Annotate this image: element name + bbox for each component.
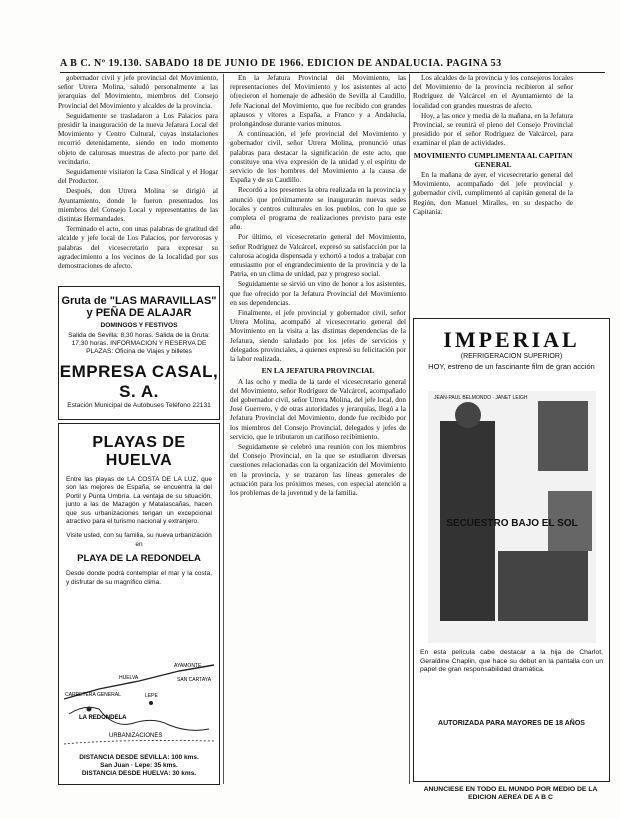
ad-place: PLAYA DE LA REDONDELA bbox=[77, 553, 201, 565]
map-label: SAN CARTAYA bbox=[177, 677, 212, 683]
distances bbox=[59, 754, 219, 778]
map-label: LA REDONDELA bbox=[79, 715, 127, 721]
paragraph: Hoy, a las once y media de la mañana, en la Jefatura Provincial, se reunirá el pleno del Consejo Provincial presidido por el señor Rodríguez de Valcárcel, para examinar el plan de actividades. bbox=[413, 111, 573, 148]
article-column-right bbox=[413, 74, 573, 314]
figure-head bbox=[455, 402, 481, 428]
map-label: CARRETERA GENERAL bbox=[65, 692, 121, 698]
paragraph: En la mañana de ayer, el vicesecretario general del Movimiento, acompañado del jefe provincial y gobernador civil, cumplimentó al capitán general de la Región, don Manuel Miralles, en su despacho de Capitanía. bbox=[413, 171, 573, 216]
map-label: AYAMONTE bbox=[174, 663, 202, 669]
paragraph: Seguidamente se sirvió un vino de honor a los asistentes, que fue ofrecido por la Jefatura Provincial del Movimiento en sus dependencias. bbox=[230, 280, 406, 307]
column-rule bbox=[409, 74, 410, 784]
section-subhead: MOVIMIENTO CUMPLIMENTA AL CAPITAN GENERAL bbox=[413, 150, 573, 169]
ad-subtitle: DOMINGOS Y FESTIVOS bbox=[100, 322, 178, 329]
section-subhead: EN LA JEFATURA PROVINCIAL bbox=[261, 366, 375, 376]
location-map bbox=[59, 659, 219, 749]
paragraph: Después, don Utrera Molina se dirigió al Ayuntamiento, donde le fueron presentados los miembros del Consejo Local y representantes de las distintas Hermandades. bbox=[58, 187, 218, 224]
ad-title: PLAYAS DE HUELVA bbox=[92, 434, 186, 469]
page-header: A B C. Nº 19.130. SABADO 18 DE JUNIO DE 1966. EDICION DE ANDALUCIA. PAGINA 53 bbox=[60, 58, 605, 73]
ad-grotto-tour bbox=[58, 286, 220, 420]
paragraph: Recordó a los presentes la obra realizada en la provincia y anunció que próximamente se inaugurarán nuevas sedes locales y centros culturales en los pueblos, con lo que se completa el programa de realizaciones previsto para este año. bbox=[230, 186, 406, 232]
paragraph: Por último, el vicesecretario general del Movimiento, señor Rodríguez de Valcárcel, expresó su satisfacción por la calurosa acogida dispensada y exhortó a todos a trabajar con entusiasmo por el engrandecimiento de la provincia y de la Patria, en un clima de unidad, paz y progreso social. bbox=[230, 233, 406, 279]
poster-title: SECUESTRO BAJO EL SOL bbox=[446, 518, 578, 529]
distance-line: DISTANCIA DESDE HUELVA: 30 kms. bbox=[81, 770, 197, 777]
column-rule bbox=[223, 74, 224, 784]
cinema-subtitle: (REFRIGERACION SUPERIOR) bbox=[460, 353, 563, 360]
cinema-name: IMPERIAL bbox=[443, 327, 580, 352]
action-scene bbox=[498, 551, 588, 621]
portrait-woman bbox=[538, 401, 588, 471]
ad-info: Salida de Sevilla: 8,30 horas. Salida de la Gruta: 17,30 horas. INFORMACION Y RESERVA DE PLAZAS: Oficina de Viajes y billetes bbox=[68, 332, 210, 355]
paragraph: Terminado el acto, con unas palabras de gratitud del alcalde y jefe local de Los Palacios, por fervorosas y palabras del vicesecretario para expresar su agradecimiento a los vecinos de la localidad por sus demostraciones de afecto. bbox=[58, 225, 218, 271]
map-label: URBANIZACIONES bbox=[109, 733, 163, 739]
article-column-center bbox=[230, 74, 406, 809]
map-label: LEPE bbox=[145, 693, 158, 699]
map-label: HUELVA bbox=[119, 675, 139, 681]
ad-huelva-beaches bbox=[58, 423, 220, 785]
ad-title: Gruta de "LAS MARAVILLAS" y PEÑA DE ALAJAR bbox=[61, 295, 217, 319]
ad-tail: Desde donde podrá contemplar el mar y la costa, y disfrutar de su magnífico clima. bbox=[66, 570, 212, 586]
town-marker bbox=[149, 701, 153, 705]
ad-station: Estación Municipal de Autobuses Teléfono 22131 bbox=[67, 402, 211, 409]
ad-imperial-cinema bbox=[413, 318, 610, 782]
distance-line: San Juan · Lepe: 35 kms. bbox=[100, 762, 178, 769]
footer-notice: ANUNCIESE EN TODO EL MUNDO POR MEDIO DE LA EDICION AEREA DE A B C bbox=[423, 786, 598, 801]
article-column-left bbox=[58, 74, 218, 279]
sea-line bbox=[64, 740, 214, 744]
paragraph: A continuación, el jefe provincial del Movimiento y gobernador civil, señor Utrera Molina, pronunció unas palabras para destacar la significación de este acto, que constituye una viva expresión de la unidad y el espíritu de servicio de los hombres del Movimiento a la causa de España y de su Caudillo. bbox=[230, 130, 406, 185]
paragraph: gobernador civil y jefe provincial del Movimiento, señor Utrera Molina, saludó personalmente a las jerarquías del Movimiento, miembros del Consejo Provincial del Movimiento y alcaldes de la provincia. bbox=[58, 74, 218, 110]
paragraph: Finalmente, el jefe provincial y gobernador civil, señor Utrera Molina, acompañó al vicesecretario general del Movimiento en la visita a las distintas dependencias de la Jefatura, siendo saludado por los jefes de servicios y delegados provinciales, a quienes expresó su felicitación por la labor realizada. bbox=[230, 309, 406, 364]
film-poster bbox=[428, 391, 596, 643]
ad-text: Entre las playas de LA COSTA DE LA LUZ, que son las mejores de España, se encuentra la del Portil y Punta Umbría. La ventaja de su situación, junto a las de Mazagón y Matalascañas, hacen que sus urbanizaciones tengan un excepcional atractivo para el turismo nacional y extranjero. bbox=[66, 476, 212, 526]
film-note: En esta película cabe destacar a la hija de Charlot, Geraldine Chaplin, que hace su debut en la pantalla con un papel de gran responsabilidad dramática. bbox=[420, 649, 603, 673]
distance-line: DISTANCIA DESDE SEVILLA: 100 kms. bbox=[79, 754, 199, 761]
rating-notice: AUTORIZADA PARA MAYORES DE 18 AÑOS bbox=[438, 720, 585, 727]
town-marker bbox=[87, 707, 92, 712]
paragraph: Seguidamente se celebró una reunión con los miembros del Consejo Provincial, en la que se estudiaron diversas cuestiones relacionadas con la organización del Movimiento en la provincia, y se trazaron las líneas generales de actuación para los próximos meses, con especial atención a los problemas de la juventud y de la familia. bbox=[230, 442, 406, 497]
paragraph: Seguidamente se trasladaron a Los Palacios para presidir la inauguración de la nueva Jefatura Local del Movimiento y Centro Cultural, cuyas instalaciones recorrió detenidamente, siendo en todo momento objeto de calurosas muestras de afecto por parte del vecindario. bbox=[58, 111, 218, 166]
premiere-text: HOY, estreno de un fascinante film de gran acción bbox=[428, 362, 595, 371]
ad-visit: Visite usted, con su familia, su nueva urbanización en bbox=[66, 532, 212, 548]
paragraph: Seguidamente visitaron la Casa Sindical y el Hogar del Productor. bbox=[58, 168, 218, 186]
paragraph: Los alcaldes de la provincia y los consejeros locales del Movimiento de la provincia recibieron al señor Rodríguez de Valcárcel en el Ayuntamiento de la localidad con grandes muestras de afecto. bbox=[413, 74, 573, 110]
ad-brand: EMPRESA CASAL, S. A. bbox=[59, 362, 219, 401]
paragraph: A las ocho y media de la tarde el vicesecretario general del Movimiento, señor Rodríguez de Valcárcel, acompañado del gobernador civil, señor Utrera Molina, del jefe local, don José Guerrero, y de otras autoridades y jerarquías, llegó a la Jefatura Provincial del Movimiento, donde fue recibido por los miembros del Consejo Provincial, delegados y jefes de servicio, que le tributaron un cariñoso recibimiento. bbox=[230, 377, 406, 441]
poster-cast: JEAN-PAUL BELMONDO · JANET LEIGH bbox=[434, 395, 528, 401]
paragraph: En la Jefatura Provincial del Movimiento, las representaciones del Movimiento y los asistentes al acto ofrecieron el homenaje de adhesión de Sevilla al Caudillo, Jefe Nacional del Movimiento, que fue recibido con grandes aplausos y vítores a España, a Franco y a Andalucía, prolongándose durante varios minutos. bbox=[230, 74, 406, 129]
